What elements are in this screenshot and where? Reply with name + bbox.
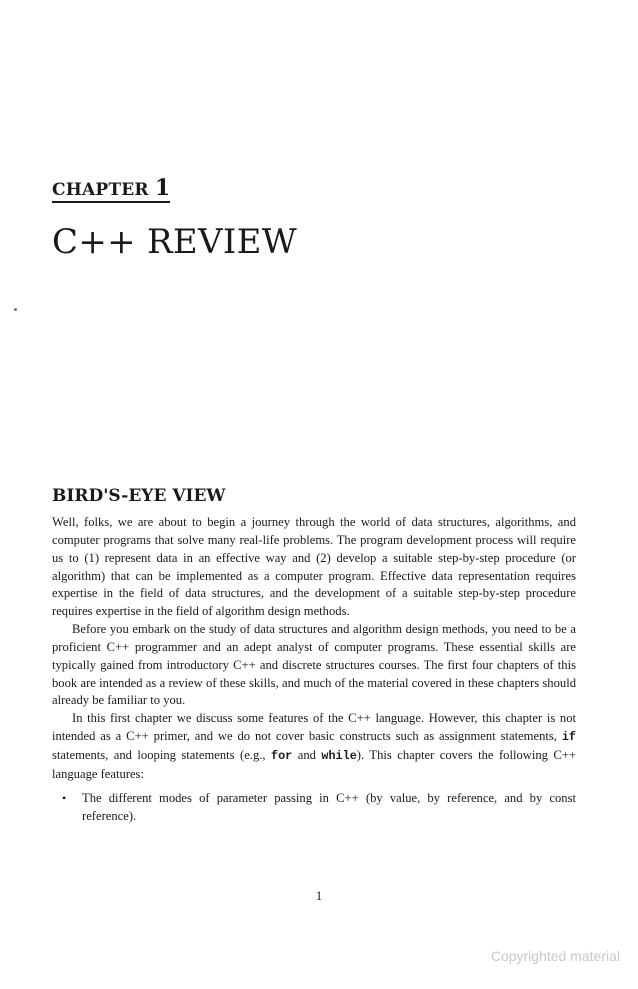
paragraph-3-part-4: ). This chapter covers the following C++ language features: bbox=[52, 747, 576, 781]
list-item bbox=[52, 790, 576, 826]
chapter-label-text: CHAPTER bbox=[52, 180, 149, 200]
paragraph-3-part-1: In this first chapter we discuss some features of the C++ language. However, this chapter is not intended as a C++ primer, and we do not cover basic constructs such as assignment statements, bbox=[52, 711, 576, 744]
chapter-title: C++ REVIEW bbox=[52, 222, 297, 262]
code-for: for bbox=[271, 748, 293, 763]
paragraph-3-part-2: statements, and looping statements (e.g., bbox=[52, 747, 272, 762]
bullet-icon: • bbox=[62, 790, 67, 805]
section-heading: BIRD'S-EYE VIEW bbox=[52, 486, 226, 506]
paragraph-3-part-3: and bbox=[292, 747, 322, 762]
bullet-list bbox=[52, 790, 576, 826]
page-number: 1 bbox=[315, 888, 323, 903]
chapter-number: 1 bbox=[154, 175, 171, 201]
paragraph-2: Before you embark on the study of data structures and algorithm design methods, you need to be a proficient C++ programmer and an adept analyst of computer programs. These essential skills are typically gained from introductory C++ and discrete structures courses. The first four chapters of this book are intended as a review of these skills, and much of the material covered in these chapters should already be familiar to you. bbox=[52, 622, 576, 708]
chapter-label bbox=[52, 176, 170, 203]
body-text bbox=[52, 514, 576, 825]
list-item-text: The different modes of parameter passing in C++ (by value, by reference, and by const reference). bbox=[82, 790, 576, 823]
paragraph-1: Well, folks, we are about to begin a journey through the world of data structures, algorithms, and computer programs that solve many real-life problems. The program development process will require us to (1) represent data in an effective way and (2) develop a suitable step-by-step procedure (or algorithm) that can be implemented as a computer program. Effective data representation requires expertise in the field of data structures, and the development of a suitable step-by-step procedure requires expertise in the field of algorithm design methods. bbox=[52, 515, 576, 619]
code-while: while bbox=[321, 748, 357, 763]
paragraph-3 bbox=[52, 710, 576, 783]
copyright-watermark: Copyrighted material bbox=[490, 948, 620, 964]
stray-mark bbox=[14, 308, 17, 311]
code-if: if bbox=[561, 730, 576, 745]
